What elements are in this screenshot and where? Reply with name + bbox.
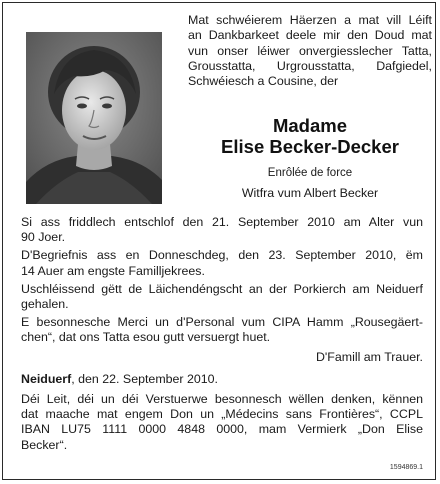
body-text <box>21 215 423 456</box>
date-text: , den 22. September 2010. <box>71 371 218 386</box>
intro-line: Mat schwéierem Häerzen a mat vill Léift <box>188 13 432 27</box>
place-date <box>21 372 423 387</box>
deceased-name: Elise Becker-Decker <box>221 136 399 157</box>
subline-enrolee: Enrôlée de force <box>267 167 353 179</box>
intro-line: Grousstatta, Urgrousstatta, Dafgiedel, <box>188 58 432 73</box>
text-line: Becker“. <box>21 437 68 452</box>
intro-line: vun onser léiwer onvergiesslecher Tatta, <box>188 43 432 58</box>
paragraph-funeral <box>21 248 423 278</box>
text-line: dat maache mat engem Don un „Médecins sans Frontières“, CCPL <box>21 407 423 422</box>
obituary-notice <box>2 2 436 480</box>
deceased-name-block <box>188 115 432 201</box>
text-line: gehalen. <box>21 297 69 312</box>
reference-code: 1594869.1 <box>389 464 423 471</box>
family-signature: D'Famill am Trauer. <box>315 349 423 364</box>
paragraph-donation <box>21 392 423 453</box>
text-line: D'Begriefnis ass en Donneschdeg, den 23. September 2010, ëm <box>21 248 423 263</box>
subline-widow: Witfra vum Albert Becker <box>241 186 379 200</box>
text-line: E besonnesche Merci un d'Personal vum CIPA Hamm „Rousegäert- <box>21 315 423 330</box>
paragraph-service <box>21 282 423 312</box>
intro-line: Schwéiesch a Cousine, der <box>188 74 339 89</box>
intro-line: an Dankbarkeet deele mir den Doud mat <box>188 28 432 43</box>
text-line: 14 Auer am engste Familljekrees. <box>21 263 205 278</box>
text-line: IBAN LU75 1111 0000 4848 0000, mam Vermierk „Don Elise <box>21 422 423 437</box>
paragraph-death <box>21 215 423 245</box>
paragraph-thanks <box>21 315 423 345</box>
text-line: 90 Joer. <box>21 230 66 245</box>
text-line: chen“, dat ons Tatta esou gutt versuergt huet. <box>21 330 271 345</box>
text-line: Si ass friddlech entschlof den 21. September 2010 am Alter vun <box>21 215 423 229</box>
intro-text <box>188 13 432 89</box>
place-name: Neiduerf <box>21 371 72 386</box>
honorific: Madame <box>272 115 348 136</box>
text-line: Déi Leit, déi un déi Verstuerwe besonnesch wëllen denken, kënnen <box>21 392 423 407</box>
portrait-photo <box>26 32 162 204</box>
text-line: Uschléissend gëtt de Läichendéngscht an der Porkierch am Neiduerf <box>21 281 423 296</box>
